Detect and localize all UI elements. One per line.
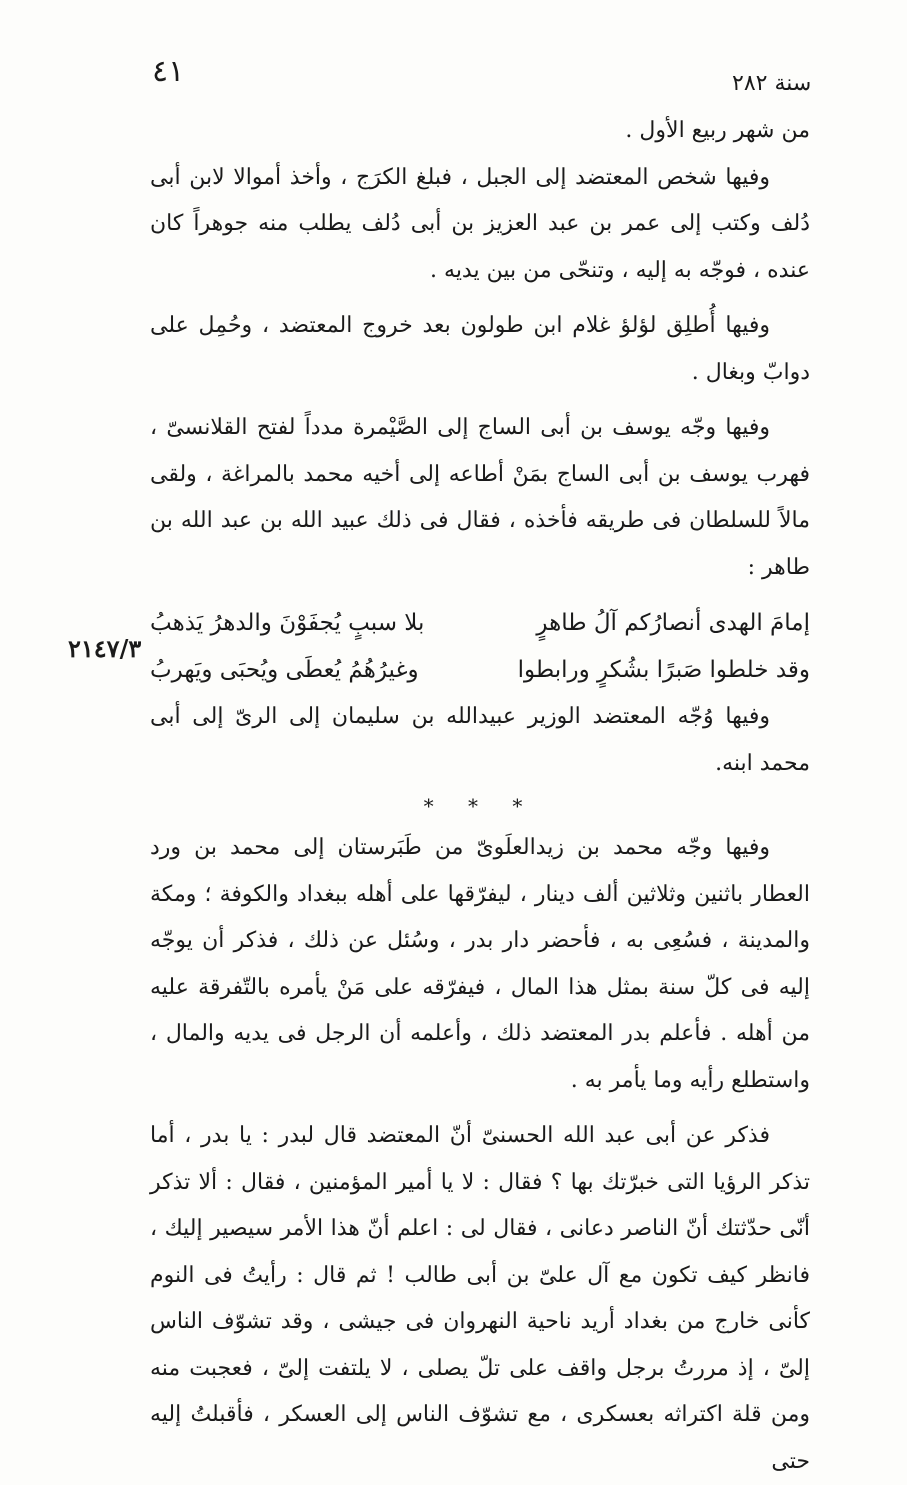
paragraph: فذكر عن أبى عبد الله الحسنىّ أنّ المعتضد قال لبدر : يا بدر ، أما تذكر الرؤيا التى خبرّتك بها ؟ فقال : لا يا أمير المؤمنين ، فقال : ألا تذكر أنّى حدّثتك أنّ الناصر دعانى ، فقال لى : اعلم أنّ هذا الأمر سيصير إليك ، فانظر كيف تكون مع آل علىّ بن أبى طالب ! ثم قال : رأيتُ فى النوم كأنى خارج من بغداد أريد ناحية النهروان فى جيشى ، وقد تشوّف الناس إلىّ ، إذ مررتُ برجل واقف على تلّ يصلى ، لا يلتفت إلىّ ، فعجبت منه ومن قلة اكتراثه بعسكرى ، مع تشوّف الناس إلى العسكر ، فأقبلتُ إليه حتى: [150, 1123, 810, 1474]
verse-line: [150, 647, 810, 694]
running-header-year: سنة ٢٨٢: [732, 71, 812, 96]
margin-reference: ٢١٤٧/٣: [68, 634, 142, 663]
page-number: ٤١: [152, 54, 185, 89]
paragraph: وفيها شخص المعتضد إلى الجبل ، فبلغ الكرَج ، وأخذ أموالا لابن أبى دُلف وكتب إلى عمر بن عبد العزيز بن أبى دُلف يطلب منه جوهراً كان عنده ، فوجّه به إليه ، وتنحّى من بين يديه .: [150, 164, 810, 283]
section-separator: * * *: [423, 794, 537, 818]
verse-hemistich: وغيرُهُمُ يُعطَى ويُحبَى ويَهربُ: [150, 657, 419, 683]
paragraph: من شهر ربيع الأول .: [625, 118, 810, 143]
verse-hemistich: بلا سببٍ يُجفَوْنَ والدهرُ يَذهبُ: [150, 610, 425, 636]
verse-line: [150, 600, 810, 647]
paragraph: وفيها وجّه يوسف بن أبى الساج إلى الصَّيْمرة مدداً لفتح القلانسىّ ، فهرب يوسف بن أبى الساج بمَنْ أطاعه إلى أخيه محمد بالمراغة ، ولقى مالاً للسلطان فى طريقه فأخذه ، فقال فى ذلك عبيد الله بن عبد الله بن طاهر :: [150, 415, 810, 580]
paragraph: وفيها أُطلِق لؤلؤ غلام ابن طولون بعد خروج المعتضد ، وحُمِل على دوابّ وبغال .: [150, 313, 810, 385]
paragraph: وفيها وُجّه المعتضد الوزير عبيدالله بن سليمان إلى الرىّ إلى أبى محمد ابنه.: [150, 704, 810, 776]
verse-hemistich: وقد خلطوا صَبرًا بشُكرٍ ورابطوا: [517, 657, 810, 683]
verse-hemistich: إمامَ الهدى أنصارُكم آلُ طاهرٍ: [536, 610, 810, 636]
paragraph: وفيها وجّه محمد بن زيدالعلَوىّ من طَبَرستان إلى محمد بن ورد العطار باثنين وثلاثين ألف دينار ، ليفرّقها على أهله ببغداد والكوفة ؛ ومكة والمدينة ، فسُعِى به ، فأحضر دار بدر ، وسُئل عن ذلك ، فذكر أن يوجّه إليه فى كلّ سنة بمثل هذا المال ، فيفرّقه على مَنْ يأمره بالتّفرقة عليه من أهله . فأعلم بدر المعتضد ذلك ، وأعلمه أن الرجل فى يديه والمال ، واستطلع رأيه وما يأمر به .: [150, 835, 810, 1093]
page-body: [150, 108, 810, 1485]
